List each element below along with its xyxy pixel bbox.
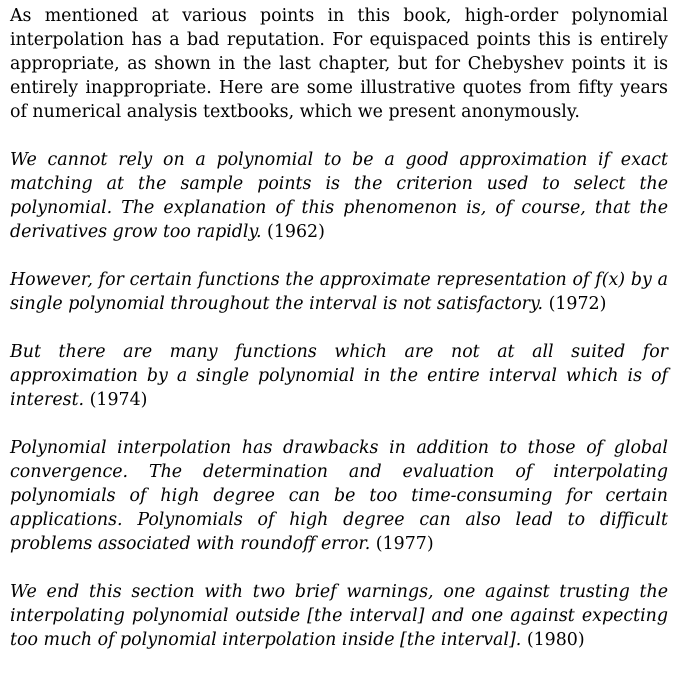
quote-text: Polynomial interpolation has drawbacks in addition to those of global convergence. The determination and evaluation of interpolating polynomials of high degree can be too time-consuming for certain applications. Polynomials of high degree can also lead to difficult problems associated with roundoff error. [10,438,668,554]
quote-text-before: However, for certain functions the approximate representation of [10,270,590,290]
quote-1977 [10,436,668,556]
quote-1962 [10,148,668,244]
quote-text: But there are many functions which are not at all suited for approximation by a single polynomial in the entire interval which is of interest. [10,342,668,410]
quote-year: (1974) [89,390,148,410]
quote-text-after: by a single polynomial throughout the interval is not satisfactory. [10,270,669,314]
intro-paragraph: As mentioned at various points in this book, high-order polynomial interpolation has a bad reputation. For equispaced points this is entirely appropriate, as shown in the last chapter, but for Chebyshev points it is entirely inappropriate. Here are some illustrative quotes from fifty years of numerical analysis textbooks, which we present anonymously. [10,6,668,122]
quote-text: We cannot rely on a polynomial to be a good approximation if exact matching at the sample points is the criterion used to select the polynomial. The explanation of this phenomenon is, of course, that the derivatives grow too rapidly. [10,150,668,242]
math-fx: f(x) [595,270,626,290]
page-body [10,4,668,676]
quote-1980 [10,580,668,652]
quote-year: (1977) [375,534,434,554]
quote-text: We end this section with two brief warnings, one against trusting the interpolating polynomial outside [the interval] and one against expecting too much of polynomial interpolation inside [the interval]. [10,582,668,650]
quote-1974 [10,340,668,412]
quote-year: (1972) [548,294,607,314]
quote-year: (1980) [526,630,585,650]
quote-1972 [10,268,668,316]
quote-year: (1962) [267,222,325,242]
